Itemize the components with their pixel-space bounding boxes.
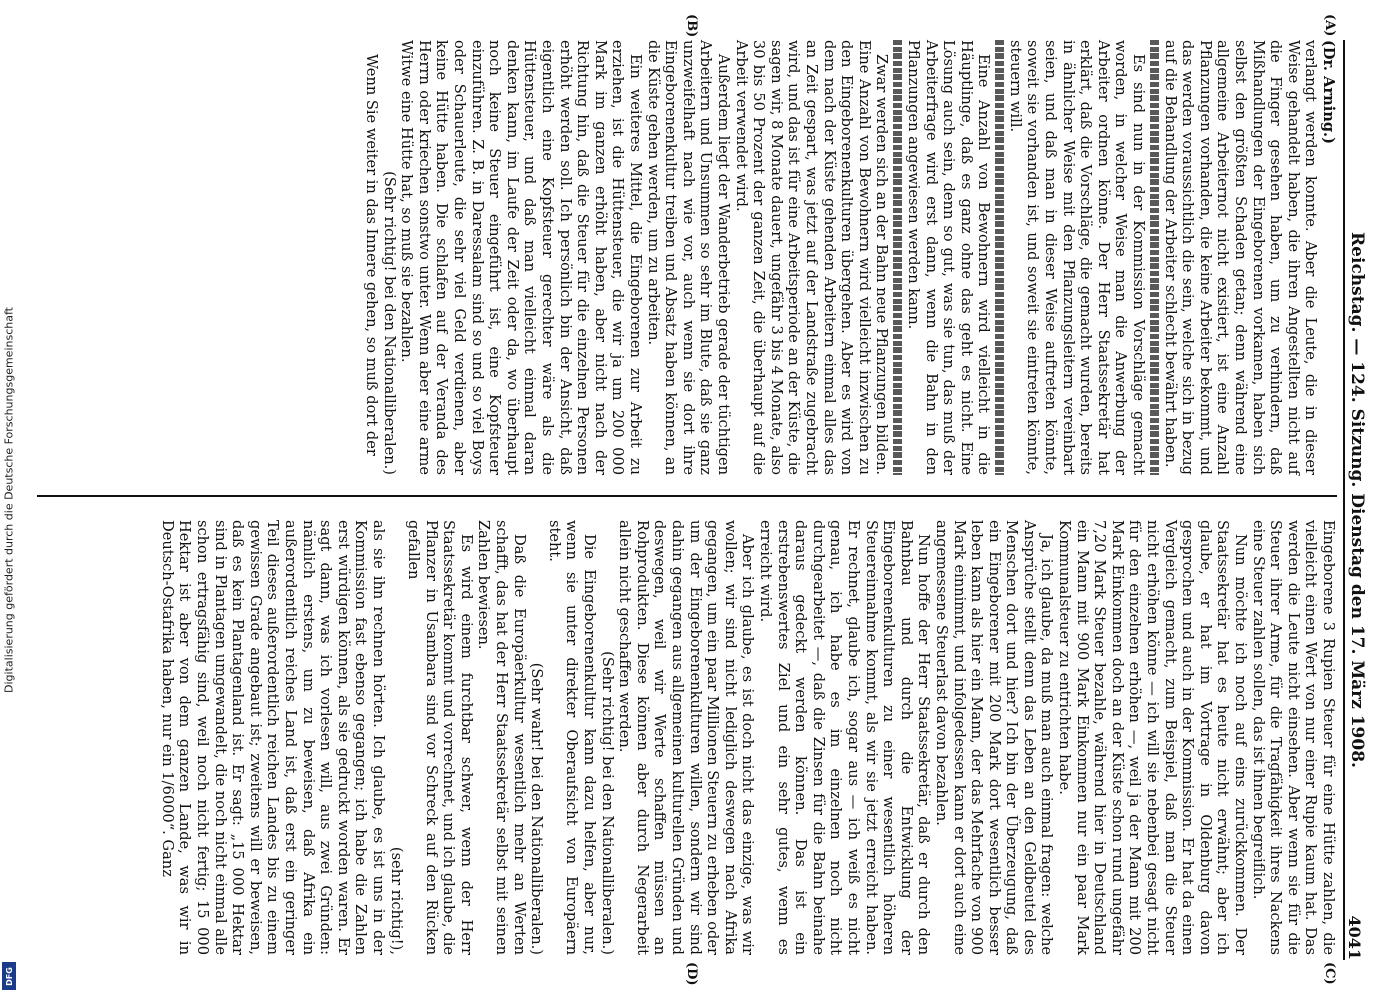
margin-mark-d: (D) (684, 962, 699, 986)
margin-mark-c: (C) (1322, 962, 1337, 985)
document-page (18, 0, 1383, 1000)
paragraph: Ja, ich glaube, da muß man auch einmal fragen: welche Ansprüche stellt denn das Leben an den Geldbeutel des Menschen dort und hier? Ich bin der Überzeugung, daß ein Eingeborener mit 200 Mark dort wesentlich besser leben kann als hier ein Mann, der das Mehrfache von 900 Mark einnimmt, und infolgedessen kann er dort auch eine angemessene Steuerlast davon bezahlen. (932, 520, 1056, 955)
dfg-logo-icon (2, 962, 16, 990)
paragraph: Wenn Sie weiter in das Innere gehen, so muß dort der (363, 54, 381, 456)
paragraph: Zwar werden sich an der Bahn neue Pflanzungen bilden. Eine Anzahl von Bewohnern wird vielleicht inzwischen zu den Eingeborenenkulturen übergehen. Aber es wird von dem nach der Küste gehenden Arbeitern einmal alles das an Zeit gespart, was jetzt auf der Landstraße zugebracht wird, und das ist für eine Arbeitsperiode an der Küste, die sagen wir, 8 Monate dauert, ungefähr 3 bis 4 Monate, also 30 bis 50 Prozent der ganzen Zeit, die überhaupt auf die Arbeit verwendet wird. (732, 40, 891, 475)
text-line-filler (995, 40, 1004, 475)
column-divider (37, 495, 1337, 497)
paragraph: Ein weiteres Mittel, die Eingeborenen zur Arbeit zu erziehen, ist die Hüttensteuer, die wir ja um 200 000 Mark im ganzen erhöht haben, aber nicht nach der Richtung hin, daß die Steuer für die einzelnen Personen erhöht werden soll. Ich persönlich bin der Ansicht, daß eigentlich eine Kopfsteuer gerechter wäre als die Hüttensteuer, und daß man vielleicht einmal daran denken kann, im Laufe der Zeit oder da, wo überhaupt noch keine Steuer eingeführt ist, eine Kopfsteuer einzuführen. Z. B. in Daressalam sind so und so viel Boys oder Schauerleute, die sehr viel Geld verdienen, aber keine Hütte haben. Die schlafen auf der Veranda des Herrn oder kriechen sonstwo unter. Wenn aber eine arme Witwe eine Hütte hat, so muß sie bezahlen. (398, 40, 645, 475)
paragraph: Außerdem liegt der Wanderbetrieb gerade der tüchtigen Arbeitern und Unsummen so sehr im Blute, daß sie ganz unzweifelhaft nach wie vor, auch wenn sie dort ihre Eingeborenenkultur treiben und Absatz haben können, an die Küste gehen werden, um zu arbeiten. (644, 40, 732, 475)
paragraph: Es wird einem furchtbar schwer, wenn der Herr Staatssekretär kommt und vorrechnet, und ich glaube, die Pflanzer in Usambara sind vor Schreck auf den Rücken gefallen (405, 520, 475, 955)
paragraph: Es sind nun in der Kommission Vorschläge gemacht worden, in welcher Weise man die Anwerbung der Arbeiter ordnen könne. Der Herr Staatssekretär hat erklärt, daß die Vorschläge, die gemacht wurden, bereits in ähnlicher Weise mit den Pflanzungsleitern vereinbart seien, und daß man in dieser Weise auftreten könnte, soweit sie vorhanden ist, und soweit sie eintreten könnte, steuern will. (1006, 40, 1148, 475)
interjection: (Sehr wahr! bei den Nationalliberalen.) (528, 662, 546, 955)
paragraph: Aber ich glaube, es ist doch nicht das einzige, was wir wollen; wir sind nicht lediglich deswegen nach Afrika gegangen, um ein paar Millionen Steuern zu erheben oder um der Eingeborenenkulturen willen, sondern wir sind dahin gegangen aus allgemeinen kulturellen Gründen und deswegen, weil wir Werte schaffen müssen an Rohprodukten. Diese können aber durch Negerarbeit allein nicht geschaffen werden. (616, 520, 757, 955)
text-line-filler (893, 40, 902, 475)
paragraph: Nun möchte ich noch auf eins zurückkommen. Der Staatssekretär hat es heute nicht erwähnt; aber ich glaube, er hat im Vortrage in Oldenburg davon gesprochen und auch in der Kommission. Er hat da einen Vergleich gemacht, zum Beispiel, daß man die Steuer nicht erhöhen könne — ich will sie nebenbei gesagt nicht für den einzelnen erhöhen —, weil ja der Mann mit 200 Mark Einkommen doch an der Küste schon rund ungefähr 7,20 Mark Steuer bezahle, während hier in Deutschland ein Mann mit 900 Mark Einkommen nur ein paar Mark Kommunalsteuer zu entrichten habe. (1056, 520, 1250, 955)
interjection: (Sehr richtig! bei den Nationalliberalen.) (598, 651, 616, 955)
margin-mark-b: (B) (684, 14, 699, 38)
paragraph: Eingeborene 3 Rupien Steuer für eine Hütte zahlen, die vielleicht einen Wert von nur einer Rupie kaum hat. Das werden die Leute nicht einsehen. Aber wenn sie für die Steuer ihrer Arme, für die Tragfähigkeit ihres Nackens eine Steuer zahlen sollen, das ist ihnen begreiflich. (1249, 520, 1337, 955)
paragraph: Daß die Europäerkultur wesentlich mehr an Werten schafft, das hat der Herr Staatssekretär selbst mit seinen Zahlen bewiesen. (475, 520, 528, 955)
interjection: (Sehr richtig! bei den Nationalliberalen.) (380, 171, 398, 475)
digitization-credit: Digitalisierung gefördert durch die Deutsche Forschungsgemeinschaft (2, 307, 16, 693)
running-title: Reichstag. — 124. Sitzung. Dienstag den 17. März 1908. (1347, 232, 1367, 768)
margin-mark-a: (A) (1322, 14, 1337, 37)
paragraph: Nun hoffe der Herr Staatssekretär, daß er durch den Bahnbau und durch die Entwicklung der Eingeborenenkulturen zu einer wesentlich höheren Steuereinnahme kommt, als wir sie jetzt erreicht haben. Er rechnet, glaube ich, sogar aus — ich weiß es nicht genau, ich habe es im einzelnen noch nicht durchgearbeitet —, daß die Zinsen für die Bahn beinahe daraus gedeckt werden können. Das ist ein erstrebenswertes Ziel und ein sehr gutes, wenn es erreicht wird. (757, 520, 933, 955)
page-number: 4041 (1345, 915, 1364, 960)
text-line-filler (1150, 40, 1159, 475)
page-header (1343, 40, 1371, 960)
paragraph: Eine Anzahl von Bewohnern wird vielleicht in die Häuptlinge, daß es ganz ohne das geht es nicht. Eine Lösung auch sein, denn so gut, was sie tun, das muß der Arbeiterfrage wird erst dann, wenn die Bahn in den Pflanzungen angewiesen werden kann. (904, 40, 993, 475)
right-column (158, 520, 1337, 955)
paragraph: verlangt werden konnte. Aber die Leute, die in dieser Weise gehandelt haben, die ihren Angestellten nicht auf die Finger gesehen haben, um zu verhindern, daß Mißhandlungen der Eingeborenen vorkamen, haben sich selbst den größten Schaden getan; denn während eine allgemeine Arbeiternot nicht existiert, ist eine Anzahl Pflanzungen vorhanden, die keine Arbeiter bekommt, und das werden voraussichtlich die sein, welche sich in bezug auf die Behandlung der Arbeiter schlecht bewährt haben. (1161, 40, 1320, 475)
paragraph: Die Eingeborenenkultur kann dazu helfen, aber nur, wenn sie unter direkter Oberaufsicht von Europäern steht. (545, 520, 599, 955)
speaker-name: (Dr. Arning.) (1320, 40, 1337, 145)
dfg-logo-label: DFG (4, 966, 14, 986)
interjection: (sehr richtig!), (387, 846, 405, 955)
credit-strip (0, 0, 18, 1000)
paragraph: als sie ihn rechnen hörten. Ich glaube, es ist uns in der Kommission fast ebenso gegangen; ich habe die Zahlen erst würdigen können, als sie gedruckt worden waren. Er sagt dann, was ich vorlesen will, aus zwei Gründen: nämlich erstens, um zu beweisen, daß Afrika ein außerordentlich reiches Land ist, daß erst ein geringer Teil dieses außerordentlich reichen Landes bis zu einem gewissen Grade angebaut ist; zweitens will er beweisen, daß es kein Plantagenland ist. Er sagt: „15 000 Hektar sind in Plantagen umgewandelt, die noch nicht einmal alle schon ertragsfähig sind, weil noch nicht fertig; 15 000 Hektar ist aber von dem ganzen Lande, was wir in Deutsch-Ostafrika haben, nur ein 1/6000“. Ganz (158, 520, 387, 955)
left-column (363, 40, 1337, 475)
